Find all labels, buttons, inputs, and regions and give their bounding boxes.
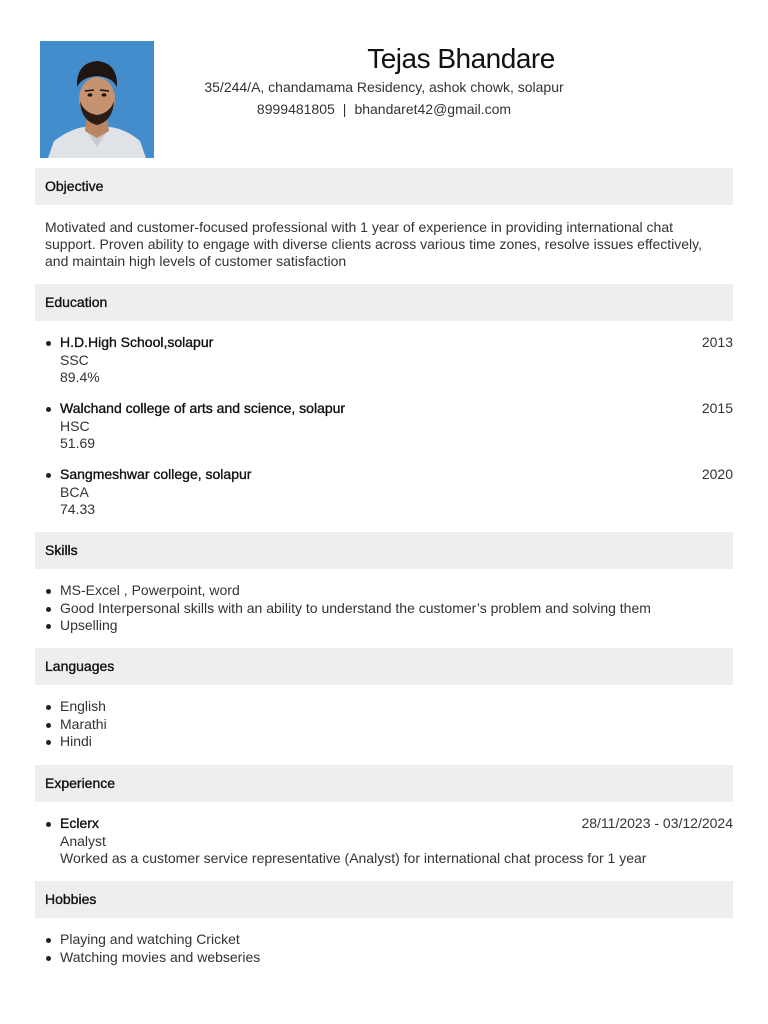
section-header-skills: Skills (35, 532, 733, 569)
section-header-objective: Objective (35, 168, 733, 205)
list-item (45, 716, 733, 734)
list-item (45, 931, 733, 949)
email-address: bhandaret42@gmail.com (354, 101, 512, 117)
skill-text: Good Interpersonal skills with an ability to understand the customer’s problem and solving them (60, 599, 651, 616)
education-score: 51.69 (60, 435, 96, 451)
education-level: SSC (60, 351, 89, 368)
hobby-text: Playing and watching Cricket (60, 931, 240, 947)
experience-description: Worked as a customer service representative (Analyst) for international chat process for 1 year (60, 850, 647, 866)
list-item (45, 733, 733, 751)
education-level: BCA (60, 483, 89, 500)
list-item (45, 698, 733, 716)
education-entry (45, 334, 733, 390)
bullet-icon (46, 956, 51, 961)
skill-text: MS-Excel , Powerpoint, word (60, 582, 240, 598)
education-year: 2015 (701, 400, 733, 416)
education-entry (45, 400, 733, 456)
section-header-languages: Languages (35, 648, 733, 685)
skill-text: Upselling (60, 617, 118, 633)
contact-line (154, 101, 614, 117)
education-school: H.D.High School,solapur (60, 334, 214, 350)
education-year: 2013 (701, 334, 733, 350)
list-item (45, 582, 733, 600)
language-text: Marathi (60, 715, 107, 732)
language-text: Hindi (60, 733, 92, 749)
list-item (45, 617, 733, 635)
bullet-icon (46, 607, 51, 612)
language-text: English (60, 698, 106, 714)
bullet-icon (46, 723, 51, 728)
bullet-icon (46, 589, 51, 594)
list-item (45, 949, 733, 967)
bullet-icon (46, 624, 51, 629)
experience-company: Eclerx (60, 815, 99, 831)
education-level: HSC (60, 417, 90, 434)
candidate-name: Tejas Bhandare (367, 43, 555, 74)
section-header-education: Education (35, 284, 733, 321)
education-school: Walchand college of arts and science, solapur (60, 400, 346, 416)
section-header-hobbies: Hobbies (35, 881, 733, 918)
objective-line: support. Proven ability to engage with diverse clients across various time zones, resolve issues effectively, (45, 236, 703, 252)
education-year: 2020 (701, 466, 733, 482)
bullet-icon (46, 938, 51, 943)
education-score: 74.33 (60, 501, 96, 517)
objective-text (45, 219, 733, 270)
bullet-icon (46, 705, 51, 710)
education-school: Sangmeshwar college, solapur (60, 466, 252, 482)
bullet-icon (46, 341, 51, 346)
bullet-icon (46, 740, 51, 745)
section-header-experience: Experience (35, 765, 733, 802)
phone-number: 8999481805 (256, 101, 335, 117)
bullet-icon (46, 822, 51, 827)
profile-photo (40, 41, 154, 158)
experience-role: Analyst (60, 832, 106, 849)
experience-entry (45, 815, 733, 871)
education-entry (45, 466, 733, 522)
objective-line: Motivated and customer-focused professional with 1 year of experience in providing international chat (45, 219, 674, 235)
person-portrait-icon (40, 41, 154, 158)
contact-separator: | (342, 101, 347, 117)
bullet-icon (46, 473, 51, 478)
education-score: 89.4% (60, 369, 100, 385)
objective-line: and maintain high levels of customer satisfaction (45, 253, 347, 269)
candidate-address: 35/244/A, chandamama Residency, ashok chowk, solapur (204, 79, 564, 95)
experience-dates: 28/11/2023 - 03/12/2024 (581, 815, 733, 831)
bullet-icon (46, 407, 51, 412)
list-item (45, 600, 733, 618)
hobby-text: Watching movies and webseries (60, 948, 261, 965)
